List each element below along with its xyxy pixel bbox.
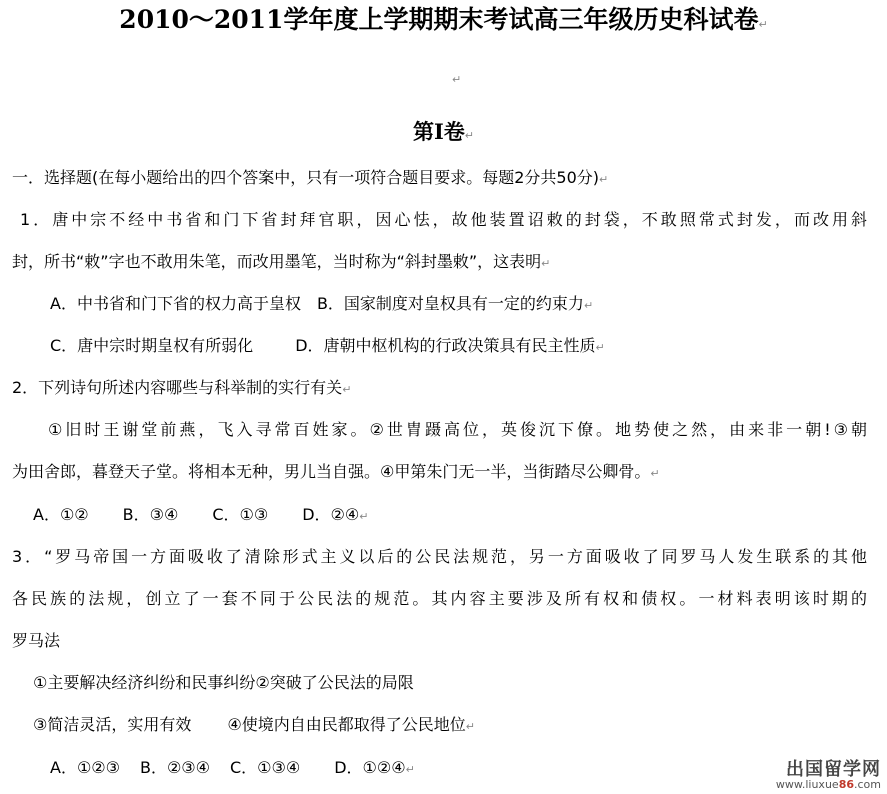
watermark-site-name: 出国留学网	[786, 758, 881, 780]
paragraph-mark-icon: ↵	[464, 129, 475, 142]
watermark-url-suffix: .com	[854, 778, 881, 792]
q2-option-c: C．①③	[212, 505, 269, 524]
section-heading	[12, 170, 608, 186]
q3-item-3: ③简洁灵活，实用有效	[33, 715, 192, 734]
q1-stem-line2	[12, 254, 550, 270]
paragraph-mark-icon: ↵	[359, 510, 369, 523]
q1-option-b: B．国家制度对皇权具有一定的约束力	[316, 294, 584, 313]
q3-option-c: C．①③④	[230, 758, 301, 777]
q2-poem-line2-text: 为田舍郎，暮登天子堂。将相本无种，男儿当自强。④甲第朱门无一半，当街踏尽公卿骨。	[12, 462, 651, 481]
watermark-url-prefix: www.liuxue	[775, 778, 839, 792]
paragraph-mark-icon: ↵	[758, 18, 768, 31]
paragraph-mark-icon: ↵	[541, 257, 551, 270]
q1-options-row1	[50, 296, 593, 312]
q3-stem-line3: 罗马法	[12, 631, 61, 650]
paragraph-mark-icon: ↵	[599, 173, 609, 186]
q2-option-b: B．③④	[122, 505, 179, 524]
paragraph-mark-icon: ↵	[405, 763, 415, 776]
q3-item-4: ④使境内自由民都取得了公民地位	[227, 715, 466, 734]
q1-option-d: D．唐朝中枢机构的行政决策具有民主性质	[295, 336, 596, 355]
volume-heading-text: 第Ⅰ卷	[412, 119, 465, 144]
q3-stem-line1: 3．“罗马帝国一方面吸收了清除形式主义以后的公民法规范，另一方面吸收了同罗马人发生联系的其他	[12, 547, 867, 566]
q2-option-d: D．②④	[302, 505, 360, 524]
paragraph-mark-icon: ↵	[595, 341, 605, 354]
volume-heading	[0, 121, 887, 142]
exam-title	[0, 7, 887, 32]
q1-stem-line2-text: 封，所书“敕”字也不敢用朱笔，而改用墨笔，当时称为“斜封墨敕”，这表明	[12, 252, 542, 271]
q2-options	[33, 507, 368, 523]
q3-option-d: D．①②④	[334, 758, 406, 777]
section-heading-text: 一．选择题(在每小题给出的四个答案中，只有一项符合题目要求。每题2分共50分)	[12, 168, 600, 187]
paragraph-mark-icon: ↵	[650, 467, 660, 480]
paragraph-mark-icon: ↵	[465, 720, 475, 733]
q2-poem-line1: ①旧时王谢堂前燕，飞入寻常百姓家。②世胄蹑高位，英俊沉下僚。地势使之然，由来非一朝!③朝	[48, 420, 867, 439]
q3-options	[50, 760, 415, 776]
q1-stem-line1: 1．唐中宗不经中书省和门下省封拜官职，因心怯，故他装置诏敕的封袋，不敢照常式封发，而改用斜	[20, 210, 867, 229]
watermark-url-number: 86	[838, 778, 854, 792]
q3-items-34	[33, 717, 475, 733]
q2-stem	[12, 380, 351, 396]
q1-option-a: A．中书省和门下省的权力高于皇权	[50, 294, 301, 313]
q3-stem-line2: 各民族的法规，创立了一套不同于公民法的规范。其内容主要涉及所有权和债权。一材料表明该时期的	[12, 589, 867, 608]
empty-paragraph	[452, 70, 461, 86]
q3-option-b: B．②③④	[139, 758, 210, 777]
paragraph-mark-icon: ↵	[583, 299, 594, 312]
q1-option-c: C．唐中宗时期皇权有所弱化	[50, 336, 254, 355]
site-watermark	[775, 758, 881, 792]
q3-item-12: ①主要解决经济纠纷和民事纠纷②突破了公民法的局限	[33, 673, 414, 692]
exam-title-text: 2010～2011学年度上学期期末考试高三年级历史科试卷	[119, 5, 759, 34]
q2-stem-text: 2．下列诗句所述内容哪些与科举制的实行有关	[12, 378, 343, 397]
q3-option-a: A．①②③	[50, 758, 120, 777]
watermark-url	[776, 779, 881, 791]
paragraph-mark-icon: ↵	[452, 73, 462, 86]
q2-option-a: A．①②	[33, 505, 89, 524]
q2-poem-line2	[12, 464, 660, 480]
q1-options-row2	[50, 338, 605, 354]
paragraph-mark-icon: ↵	[342, 383, 352, 396]
